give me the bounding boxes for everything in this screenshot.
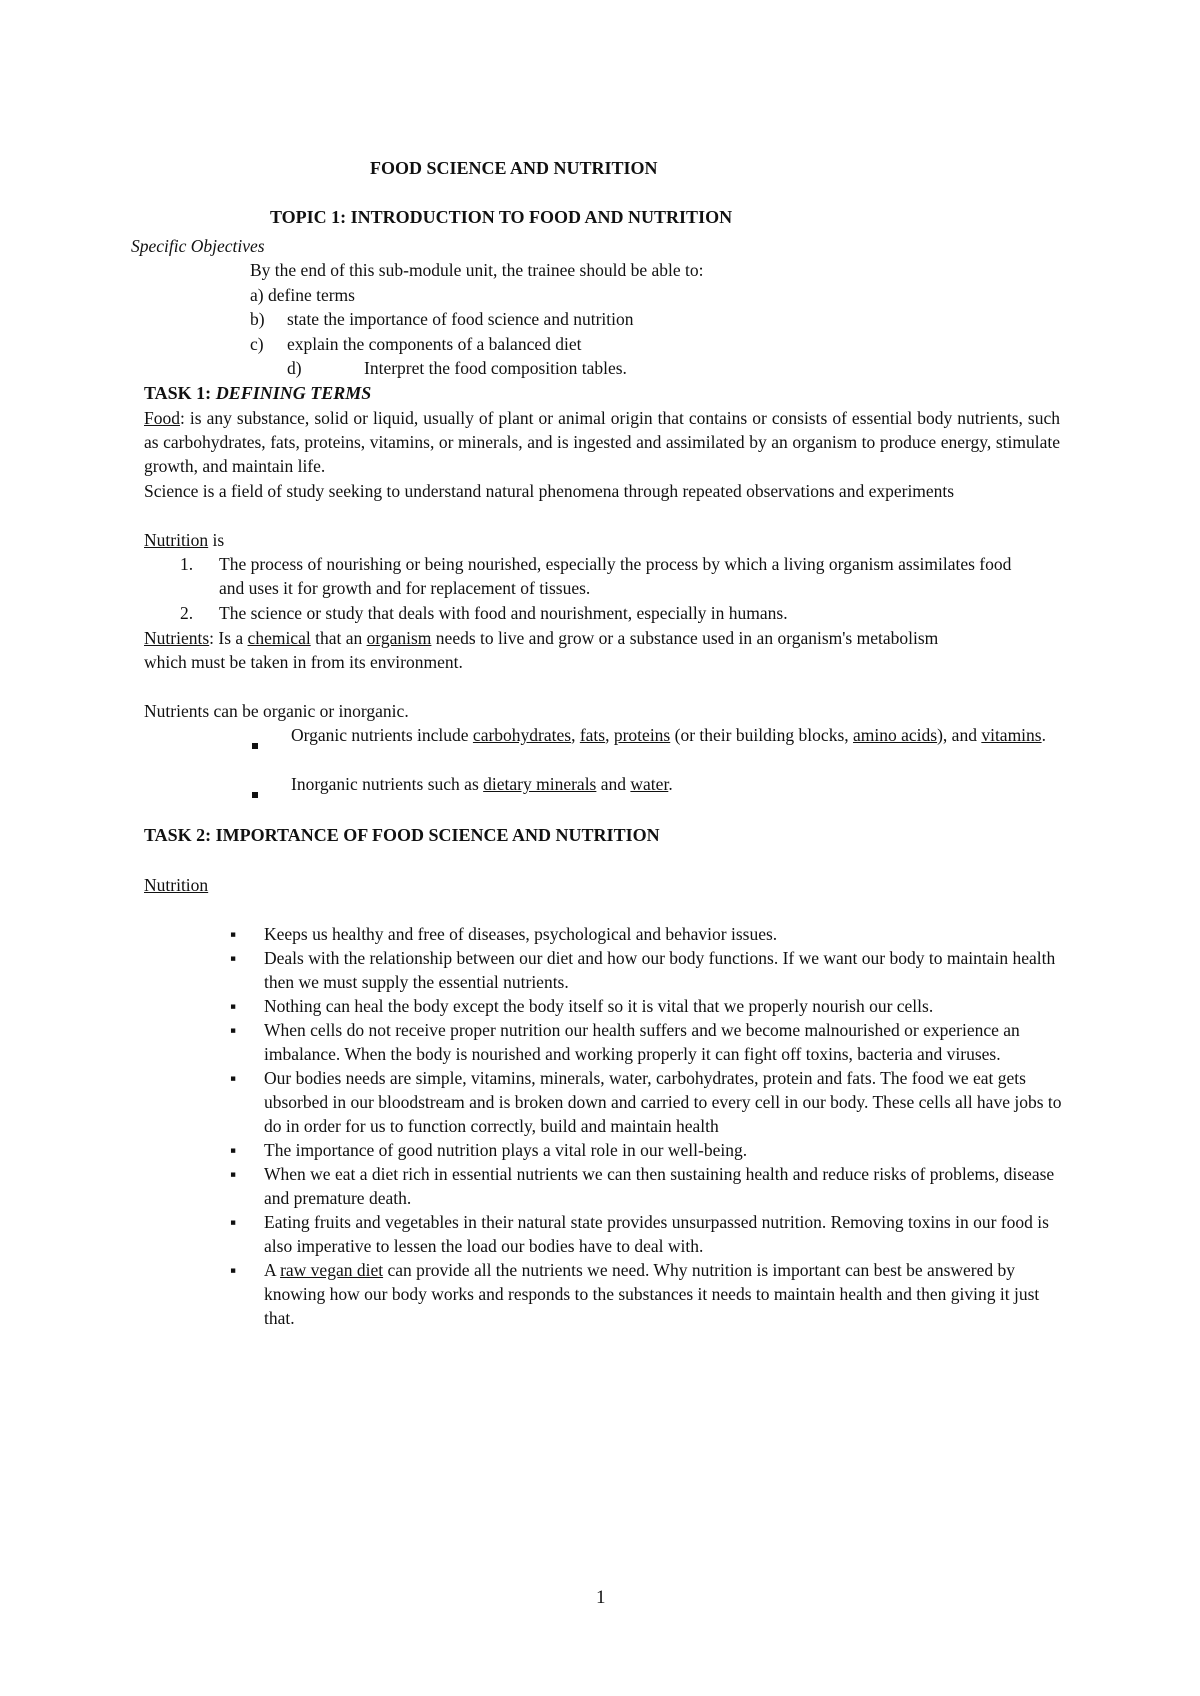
objective-marker: d) — [287, 358, 302, 378]
list-item-text — [264, 1258, 1062, 1330]
list-item — [230, 1210, 1062, 1258]
link-chemical[interactable]: chemical — [247, 628, 311, 648]
list-item-text: The importance of good nutrition plays a vital role in our well-being. — [264, 1140, 748, 1160]
task1-prefix: TASK 1: — [144, 383, 216, 403]
objective-item-c — [250, 332, 850, 356]
objective-marker: b) — [250, 309, 265, 329]
organic-nutrients-text — [291, 723, 1062, 755]
objective-text: state the importance of food science and nutrition — [287, 309, 634, 329]
page-number: 1 — [596, 1587, 606, 1608]
list-item-text: When we eat a diet rich in essential nutrients we can then sustaining health and reduce risks of problems, disease and premature death. — [264, 1164, 1055, 1208]
list-item — [230, 1066, 1062, 1138]
bullet-icon: ▪ — [230, 1260, 237, 1280]
text: . — [1041, 725, 1046, 745]
objective-marker: a) — [250, 285, 264, 305]
organic-nutrients-item — [252, 723, 1062, 755]
nutrients-text: needs to live and grow or a substance used in an organism's metabolism which must be taken in from its environment. — [144, 628, 939, 672]
objective-text: define terms — [267, 285, 355, 305]
list-marker: 2. — [180, 603, 194, 623]
importance-list — [230, 922, 1062, 1330]
task1-heading — [144, 381, 371, 405]
list-marker: 1. — [180, 554, 194, 574]
list-item — [230, 1138, 1062, 1162]
link-raw-vegan-diet[interactable]: raw vegan diet — [280, 1260, 384, 1280]
objectives-intro: By the end of this sub-module unit, the trainee should be able to: — [250, 260, 704, 280]
text: and — [596, 774, 631, 794]
food-term: Food — [144, 408, 180, 428]
bullet-icon: ▪ — [230, 1068, 237, 1088]
list-item — [230, 922, 1062, 946]
text: Inorganic nutrients such as — [291, 774, 484, 794]
nutrition-suffix: is — [208, 530, 225, 550]
nutrients-term: Nutrients — [144, 628, 210, 648]
list-item-text: Nothing can heal the body except the body itself so it is vital that we properly nourish our cells. — [264, 996, 934, 1016]
nutrition-heading — [144, 528, 224, 552]
organic-intro: Nutrients can be organic or inorganic. — [144, 701, 409, 721]
topic-title: TOPIC 1: INTRODUCTION TO FOOD AND NUTRITION — [270, 207, 733, 227]
task2-heading: TASK 2: IMPORTANCE OF FOOD SCIENCE AND NUTRITION — [144, 825, 660, 845]
nutrients-definition — [144, 626, 984, 674]
list-item — [230, 994, 1062, 1018]
link-proteins[interactable]: proteins — [613, 725, 671, 745]
task1-title: DEFINING TERMS — [215, 383, 372, 403]
objective-marker: c) — [250, 334, 264, 354]
text: can provide all the nutrients we need. Why nutrition is important can best be answered by knowing how our body works and responds to the substances it needs to maintain health and then giving it just that. — [264, 1260, 1040, 1328]
nutrition-item-2 — [180, 601, 1020, 625]
nutrients-text: : Is a — [209, 628, 248, 648]
nutrients-text: that an — [310, 628, 367, 648]
food-def-text: : is any substance, solid or liquid, usually of plant or animal origin that contains or consists of essential body nutrients, such as carbohydrates, fats, proteins, vitamins, or minerals, and is ingested and assimilated by an organism to produce energy, stimulate growth, and maintain life. — [144, 408, 1060, 476]
link-carbohydrates[interactable]: carbohydrates — [472, 725, 572, 745]
list-item-text: The science or study that deals with food and nourishment, especially in humans. — [219, 603, 788, 623]
bullet-icon: ▪ — [230, 924, 237, 944]
bullet-icon: ▪ — [230, 948, 237, 968]
bullet-icon: ▪ — [230, 996, 237, 1016]
objective-item-d — [287, 356, 887, 380]
bullet-icon: ▪ — [230, 1140, 237, 1160]
text: ), and — [937, 725, 982, 745]
nutrition-item-1 — [180, 552, 1020, 600]
objectives-heading: Specific Objectives — [131, 236, 265, 256]
text: , — [571, 725, 580, 745]
square-bullet-icon — [252, 772, 291, 804]
main-title: FOOD SCIENCE AND NUTRITION — [370, 158, 658, 178]
square-bullet-icon — [252, 723, 291, 755]
objective-item-b — [250, 307, 850, 331]
inorganic-nutrients-item — [252, 772, 1062, 804]
list-item — [230, 1162, 1062, 1210]
list-item — [230, 946, 1062, 994]
list-item-text: Deals with the relationship between our diet and how our body functions. If we want our body to maintain health then we must supply the essential nutrients. — [264, 948, 1056, 992]
bullet-icon: ▪ — [230, 1164, 237, 1184]
link-water[interactable]: water — [630, 774, 669, 794]
list-item — [230, 1018, 1062, 1066]
list-item-text: Our bodies needs are simple, vitamins, minerals, water, carbohydrates, protein and fats. The food we eat gets ubsorbed in our bloodstream and is broken down and carried to every cell in our body. These cells all have jobs to do in order for us to function correctly, build and maintain health — [264, 1068, 1062, 1136]
bullet-icon: ▪ — [230, 1020, 237, 1040]
text: Organic nutrients include — [291, 725, 473, 745]
list-item-text: When cells do not receive proper nutrition our health suffers and we become malnourished or experience an imbalance. When the body is nourished and working properly it can fight off toxins, bacteria and viruses. — [264, 1020, 1020, 1064]
link-organism[interactable]: organism — [366, 628, 432, 648]
text: , — [605, 725, 614, 745]
nutrition-term: Nutrition — [144, 530, 209, 550]
link-fats[interactable]: fats — [579, 725, 606, 745]
text: (or their building blocks, — [670, 725, 854, 745]
list-item — [230, 1258, 1062, 1330]
task2-subheading: Nutrition — [144, 875, 209, 895]
text: . — [668, 774, 673, 794]
science-definition: Science is a field of study seeking to understand natural phenomena through repeated observations and experiments — [144, 481, 955, 501]
inorganic-nutrients-text — [291, 772, 1062, 804]
list-item-text: The process of nourishing or being nourished, especially the process by which a living organism assimilates food and uses it for growth and for replacement of tissues. — [219, 554, 1012, 598]
objective-item-a — [250, 283, 355, 307]
objective-text: Interpret the food composition tables. — [364, 358, 627, 378]
list-item-text: Keeps us healthy and free of diseases, psychological and behavior issues. — [264, 924, 778, 944]
text: A — [264, 1260, 281, 1280]
link-amino-acids[interactable]: amino acids — [853, 725, 938, 745]
bullet-icon: ▪ — [230, 1212, 237, 1232]
list-item-text: Eating fruits and vegetables in their natural state provides unsurpassed nutrition. Removing toxins in our food is also imperative to lessen the load our bodies have to deal with. — [264, 1212, 1049, 1256]
link-dietary-minerals[interactable]: dietary minerals — [483, 774, 597, 794]
link-vitamins[interactable]: vitamins — [981, 725, 1042, 745]
food-definition — [144, 406, 1060, 478]
objective-text: explain the components of a balanced diet — [287, 334, 582, 354]
